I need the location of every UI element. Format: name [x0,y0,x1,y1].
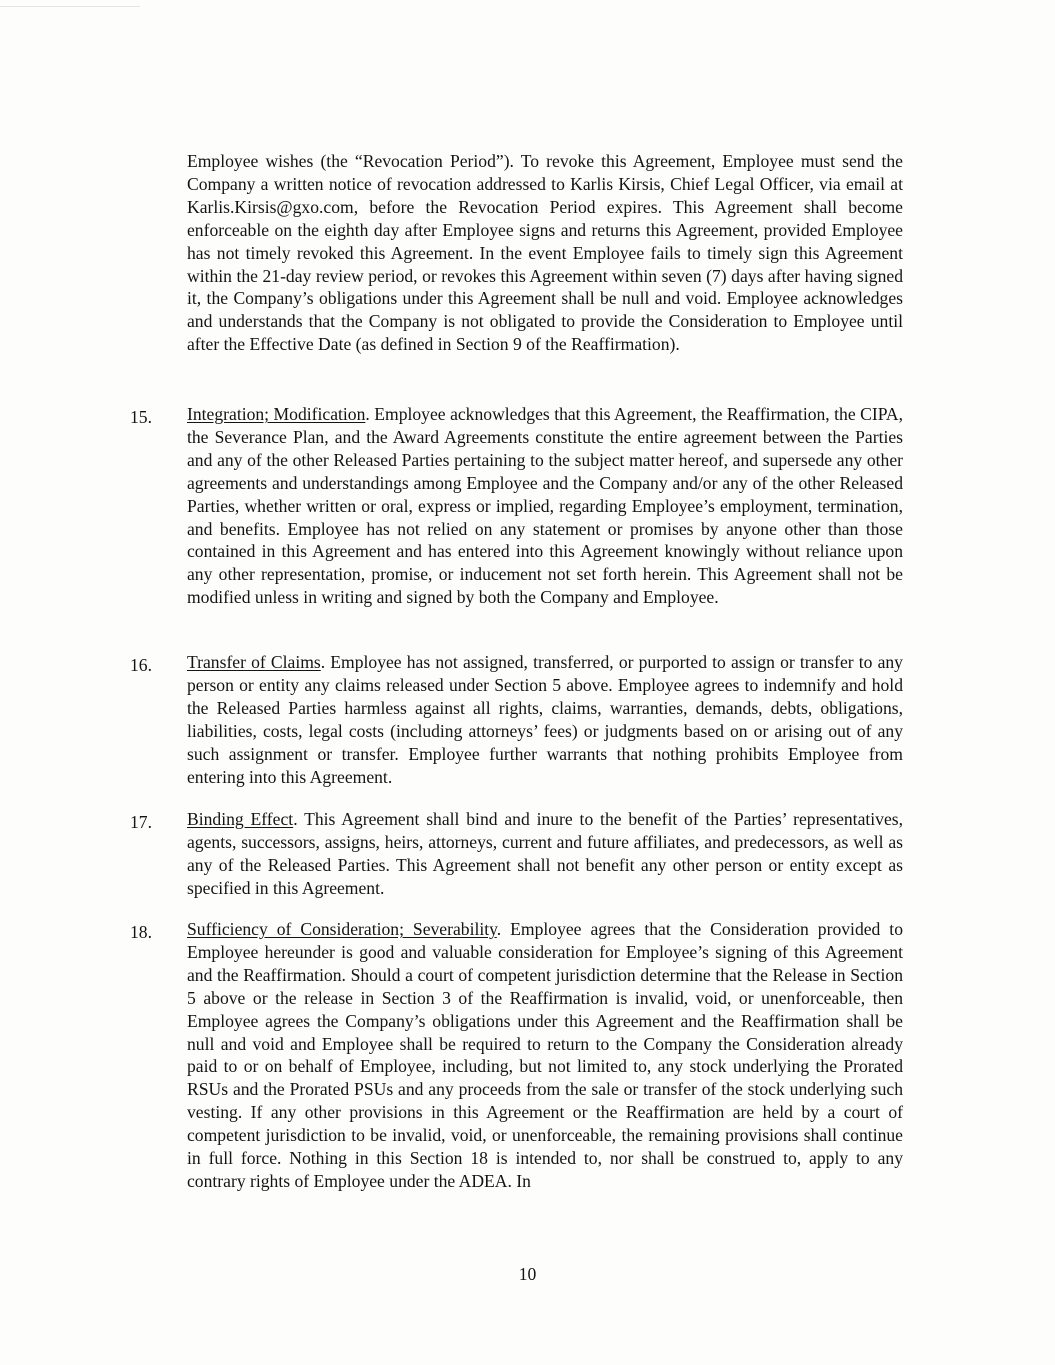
section-heading: Binding Effect [187,809,294,829]
section-body [187,403,903,609]
section-number: 16. [130,655,152,675]
section-number: 17. [130,812,152,832]
section-heading: Sufficiency of Consideration; Severability [187,919,497,939]
section-number: 18. [130,922,152,942]
section-body [187,918,903,1193]
section-text: . Employee has not assigned, transferred, or purported to assign or transfer to any person or entity any claims released under Section 5 above. Employee agrees to indemnify and hold the Released Parties harmless against all rights, claims, warranties, demands, debts, obligations, liabilities, costs, legal costs (including attorneys’ fees) or judgments based on or arising out of any such assignment or transfer. Employee further warrants that nothing prohibits Employee from entering into this Agreement. [187,652,903,787]
section-text: . Employee agrees that the Consideration provided to Employee hereunder is good and valuable consideration for Employee’s signing of this Agreement and the Reaffirmation. Should a court of competent jurisdiction determine that the Release in Section 5 above or the release in Section 3 of the Reaffirmation is invalid, void, or unenforceable, then Employee agrees the Company’s obligations under this Agreement and the Reaffirmation shall be null and void and Employee shall be required to return to the Company the Consideration already paid to or on behalf of Employee, including, but not limited to, any stock underlying the Prorated RSUs and the Prorated PSUs and any proceeds from the sale or transfer of the stock underlying such vesting. If any other provisions in this Agreement or the Reaffirmation are held by a court of competent jurisdiction to be invalid, void, or unenforceable, the remaining provisions shall continue in full force. Nothing in this Section 18 is intended to, nor shall be construed to, apply to any contrary rights of Employee under the ADEA. In [187,919,903,1191]
intro-paragraph: Employee wishes (the “Revocation Period”). To revoke this Agreement, Employee must send the Company a written notice of revocation addressed to Karlis Kirsis, Chief Legal Officer, via email at Karlis.Kirsis@gxo.com, before the Revocation Period expires. This Agreement shall become enforceable on the eighth day after Employee signs and returns this Agreement, provided Employee has not timely revoked this Agreement. In the event Employee fails to timely sign this Agreement within the 21-day review period, or revokes this Agreement within seven (7) days after having signed it, the Company’s obligations under this Agreement shall be null and void. Employee acknowledges and understands that the Company is not obligated to provide the Consideration to Employee until after the Effective Date (as defined in Section 9 of the Reaffirmation). [187,151,903,355]
section-number: 15. [130,407,152,427]
section-text: . Employee acknowledges that this Agreement, the Reaffirmation, the CIPA, the Severance Plan, and the Award Agreements constitute the entire agreement between the Parties and any of the other Released Parties pertaining to the subject matter hereof, and supersede any other agreements and understandings among Employee and the Company and/or any of the other Released Parties, whether written or oral, express or implied, regarding Employee’s employment, termination, and benefits. Employee has not relied on any statement or promises by anyone other than those contained in this Agreement and has entered into this Agreement knowingly without reliance upon any other representation, promise, or inducement not set forth herein. This Agreement shall not be modified unless in writing and signed by both the Company and Employee. [187,404,903,608]
section-body [187,651,903,788]
scan-artifact-line [0,6,140,7]
section-body [187,808,903,900]
section-heading: Transfer of Claims [187,652,321,672]
section-text: . This Agreement shall bind and inure to the benefit of the Parties’ representatives, agents, successors, assigns, heirs, attorneys, current and future affiliates, and predecessors, as well as any of the Released Parties. This Agreement shall not benefit any other person or entity except as specified in this Agreement. [187,809,904,898]
section-heading: Integration; Modification [187,404,366,424]
page-number: 10 [518,1264,537,1284]
